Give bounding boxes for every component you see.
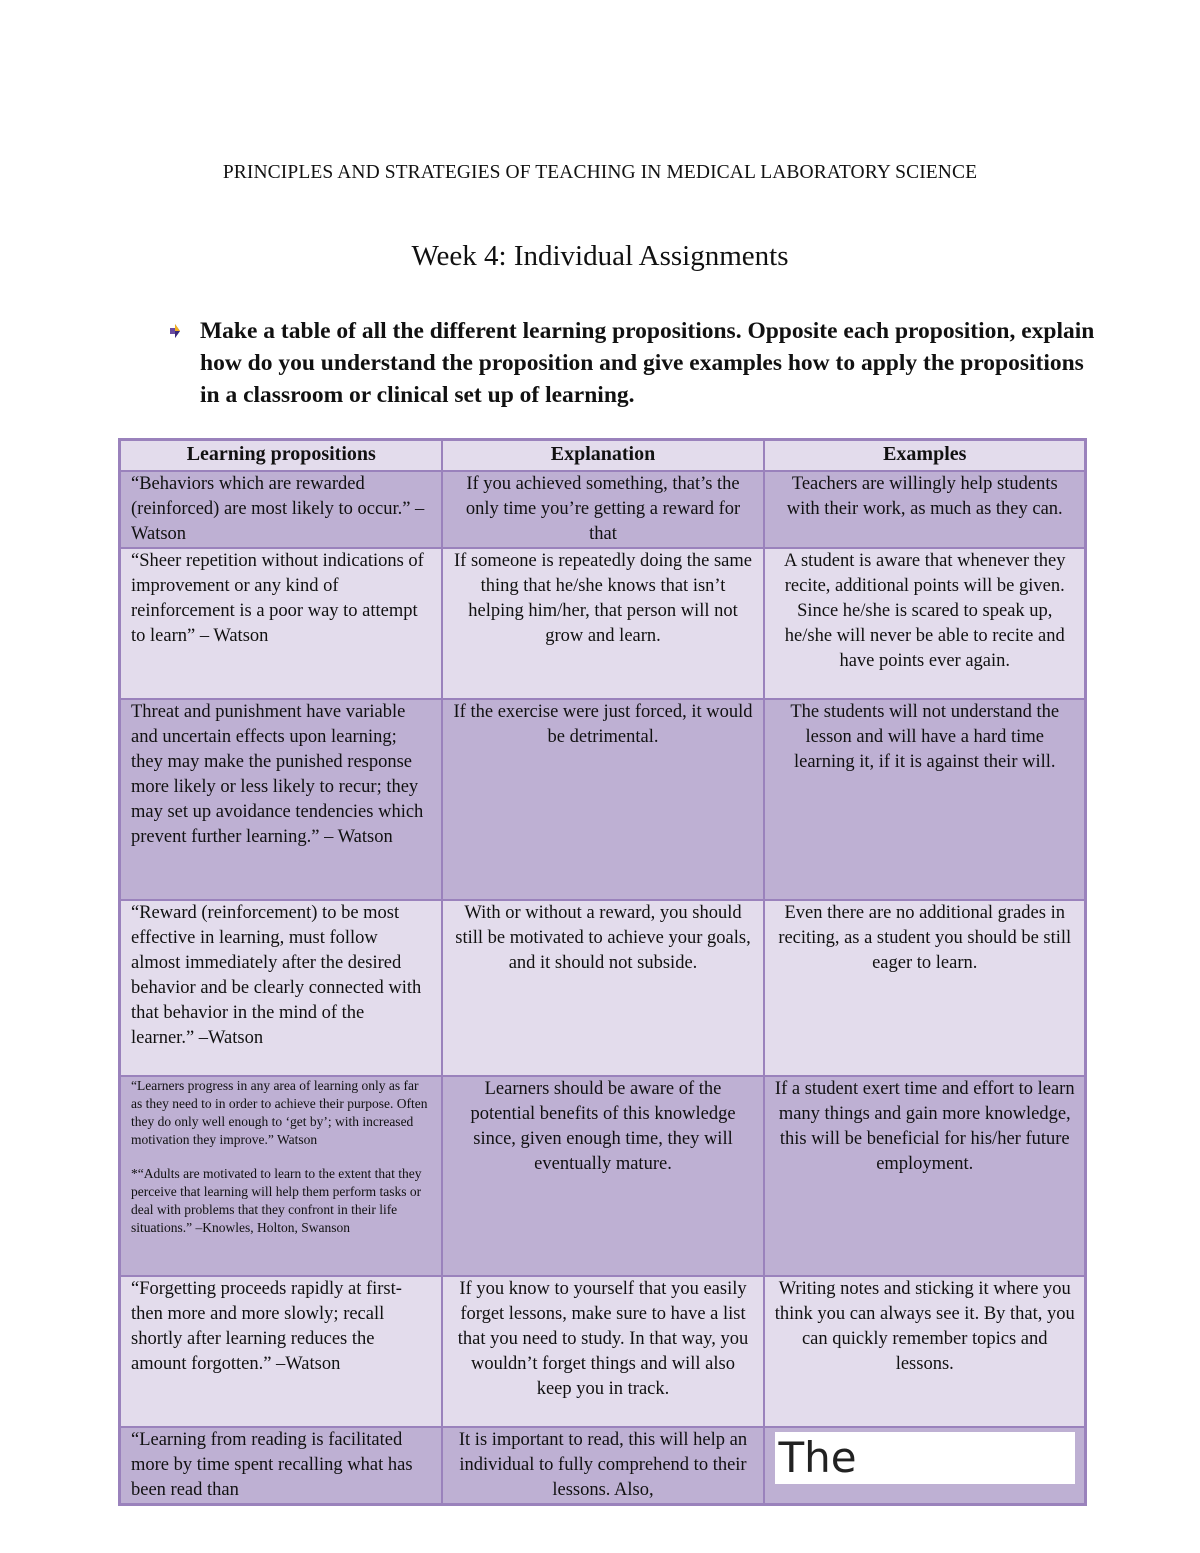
explanation-cell: Learners should be aware of the potential benefits of this knowledge since, given enough time, they will eventually mature. — [442, 1076, 764, 1276]
explanation-cell: It is important to read, this will help an individual to fully comprehend to their lessons. Also, — [442, 1427, 764, 1505]
example-cell: A student is aware that whenever they recite, additional points will be given. Since he/she is scared to speak up, he/she will never be able to recite and have points ever again. — [764, 548, 1086, 699]
explanation-cell: If the exercise were just forced, it would be detrimental. — [442, 699, 764, 900]
explanation-cell: With or without a reward, you should still be motivated to achieve your goals, and it should not subside. — [442, 900, 764, 1076]
explanation-cell: If someone is repeatedly doing the same thing that he/she knows that isn’t helping him/her, that person will not grow and learn. — [442, 548, 764, 699]
course-title: PRINCIPLES AND STRATEGIES OF TEACHING IN MEDICAL LABORATORY SCIENCE — [222, 162, 978, 183]
page-title: Week 4: Individual Assignments — [411, 240, 789, 272]
proposition-cell — [120, 1076, 442, 1276]
table-row — [120, 1427, 1086, 1505]
proposition-cell: “Behaviors which are rewarded (reinforced) are most likely to occur.” –Watson — [120, 471, 442, 548]
example-cell — [764, 1427, 1086, 1505]
example-text-box: The — [775, 1432, 1076, 1484]
table-row — [120, 471, 1086, 548]
proposition-cell: Threat and punishment have variable and uncertain effects upon learning; they may make the punished response more likely or less likely to recur; they may set up avoidance tendencies which prevent further learning.” – Watson — [120, 699, 442, 900]
proposition-cell: “Learning from reading is facilitated more by time spent recalling what has been read than — [120, 1427, 442, 1505]
table-row — [120, 1276, 1086, 1427]
proposition-note: *“Adults are motivated to learn to the extent that they perceive that learning will help them perform tasks or deal with problems that they confront in their life situations.” –Knowles, Holton, Swanson — [131, 1166, 422, 1235]
assignment-instruction: Make a table of all the different learning propositions. Opposite each proposition, explain how do you understand the proposition and give examples how to apply the propositions in a classroom or clinical set up of learning. — [200, 318, 1095, 408]
proposition-text: “Learners progress in any area of learning only as far as they need to in order to achieve their purpose. Often they do only well enough to ‘get by’; with increased motivation they improve.” Watson — [131, 1078, 428, 1147]
table-row — [120, 548, 1086, 699]
example-cell: Teachers are willingly help students with their work, as much as they can. — [764, 471, 1086, 548]
table-row — [120, 1076, 1086, 1276]
explanation-cell: If you know to yourself that you easily forget lessons, make sure to have a list that you need to study. In that way, you wouldn’t forget things and will also keep you in track. — [442, 1276, 764, 1427]
arrow-down-bullet-icon — [166, 322, 184, 340]
proposition-cell: “Forgetting proceeds rapidly at first- then more and more slowly; recall shortly after learning reduces the amount forgotten.” –Watson — [120, 1276, 442, 1427]
header-examples: Examples — [764, 440, 1086, 472]
proposition-cell: “Reward (reinforcement) to be most effective in learning, must follow almost immediately after the desired behavior and be clearly connected with that behavior in the mind of the learner.” –Watson — [120, 900, 442, 1076]
table-header-row — [120, 440, 1086, 472]
example-cell: Writing notes and sticking it where you think you can always see it. By that, you can quickly remember topics and lessons. — [764, 1276, 1086, 1427]
example-cell: Even there are no additional grades in reciting, as a student you should be still eager to learn. — [764, 900, 1086, 1076]
table-row — [120, 699, 1086, 900]
learning-propositions-table — [118, 438, 1087, 1506]
header-learning-propositions: Learning propositions — [120, 440, 442, 472]
example-cell: If a student exert time and effort to learn many things and gain more knowledge, this will be beneficial for his/her future employment. — [764, 1076, 1086, 1276]
table-row — [120, 900, 1086, 1076]
proposition-cell: “Sheer repetition without indications of improvement or any kind of reinforcement is a poor way to attempt to learn” – Watson — [120, 548, 442, 699]
explanation-cell: If you achieved something, that’s the only time you’re getting a reward for that — [442, 471, 764, 548]
example-cell: The students will not understand the lesson and will have a hard time learning it, if it is against their will. — [764, 699, 1086, 900]
header-explanation: Explanation — [442, 440, 764, 472]
